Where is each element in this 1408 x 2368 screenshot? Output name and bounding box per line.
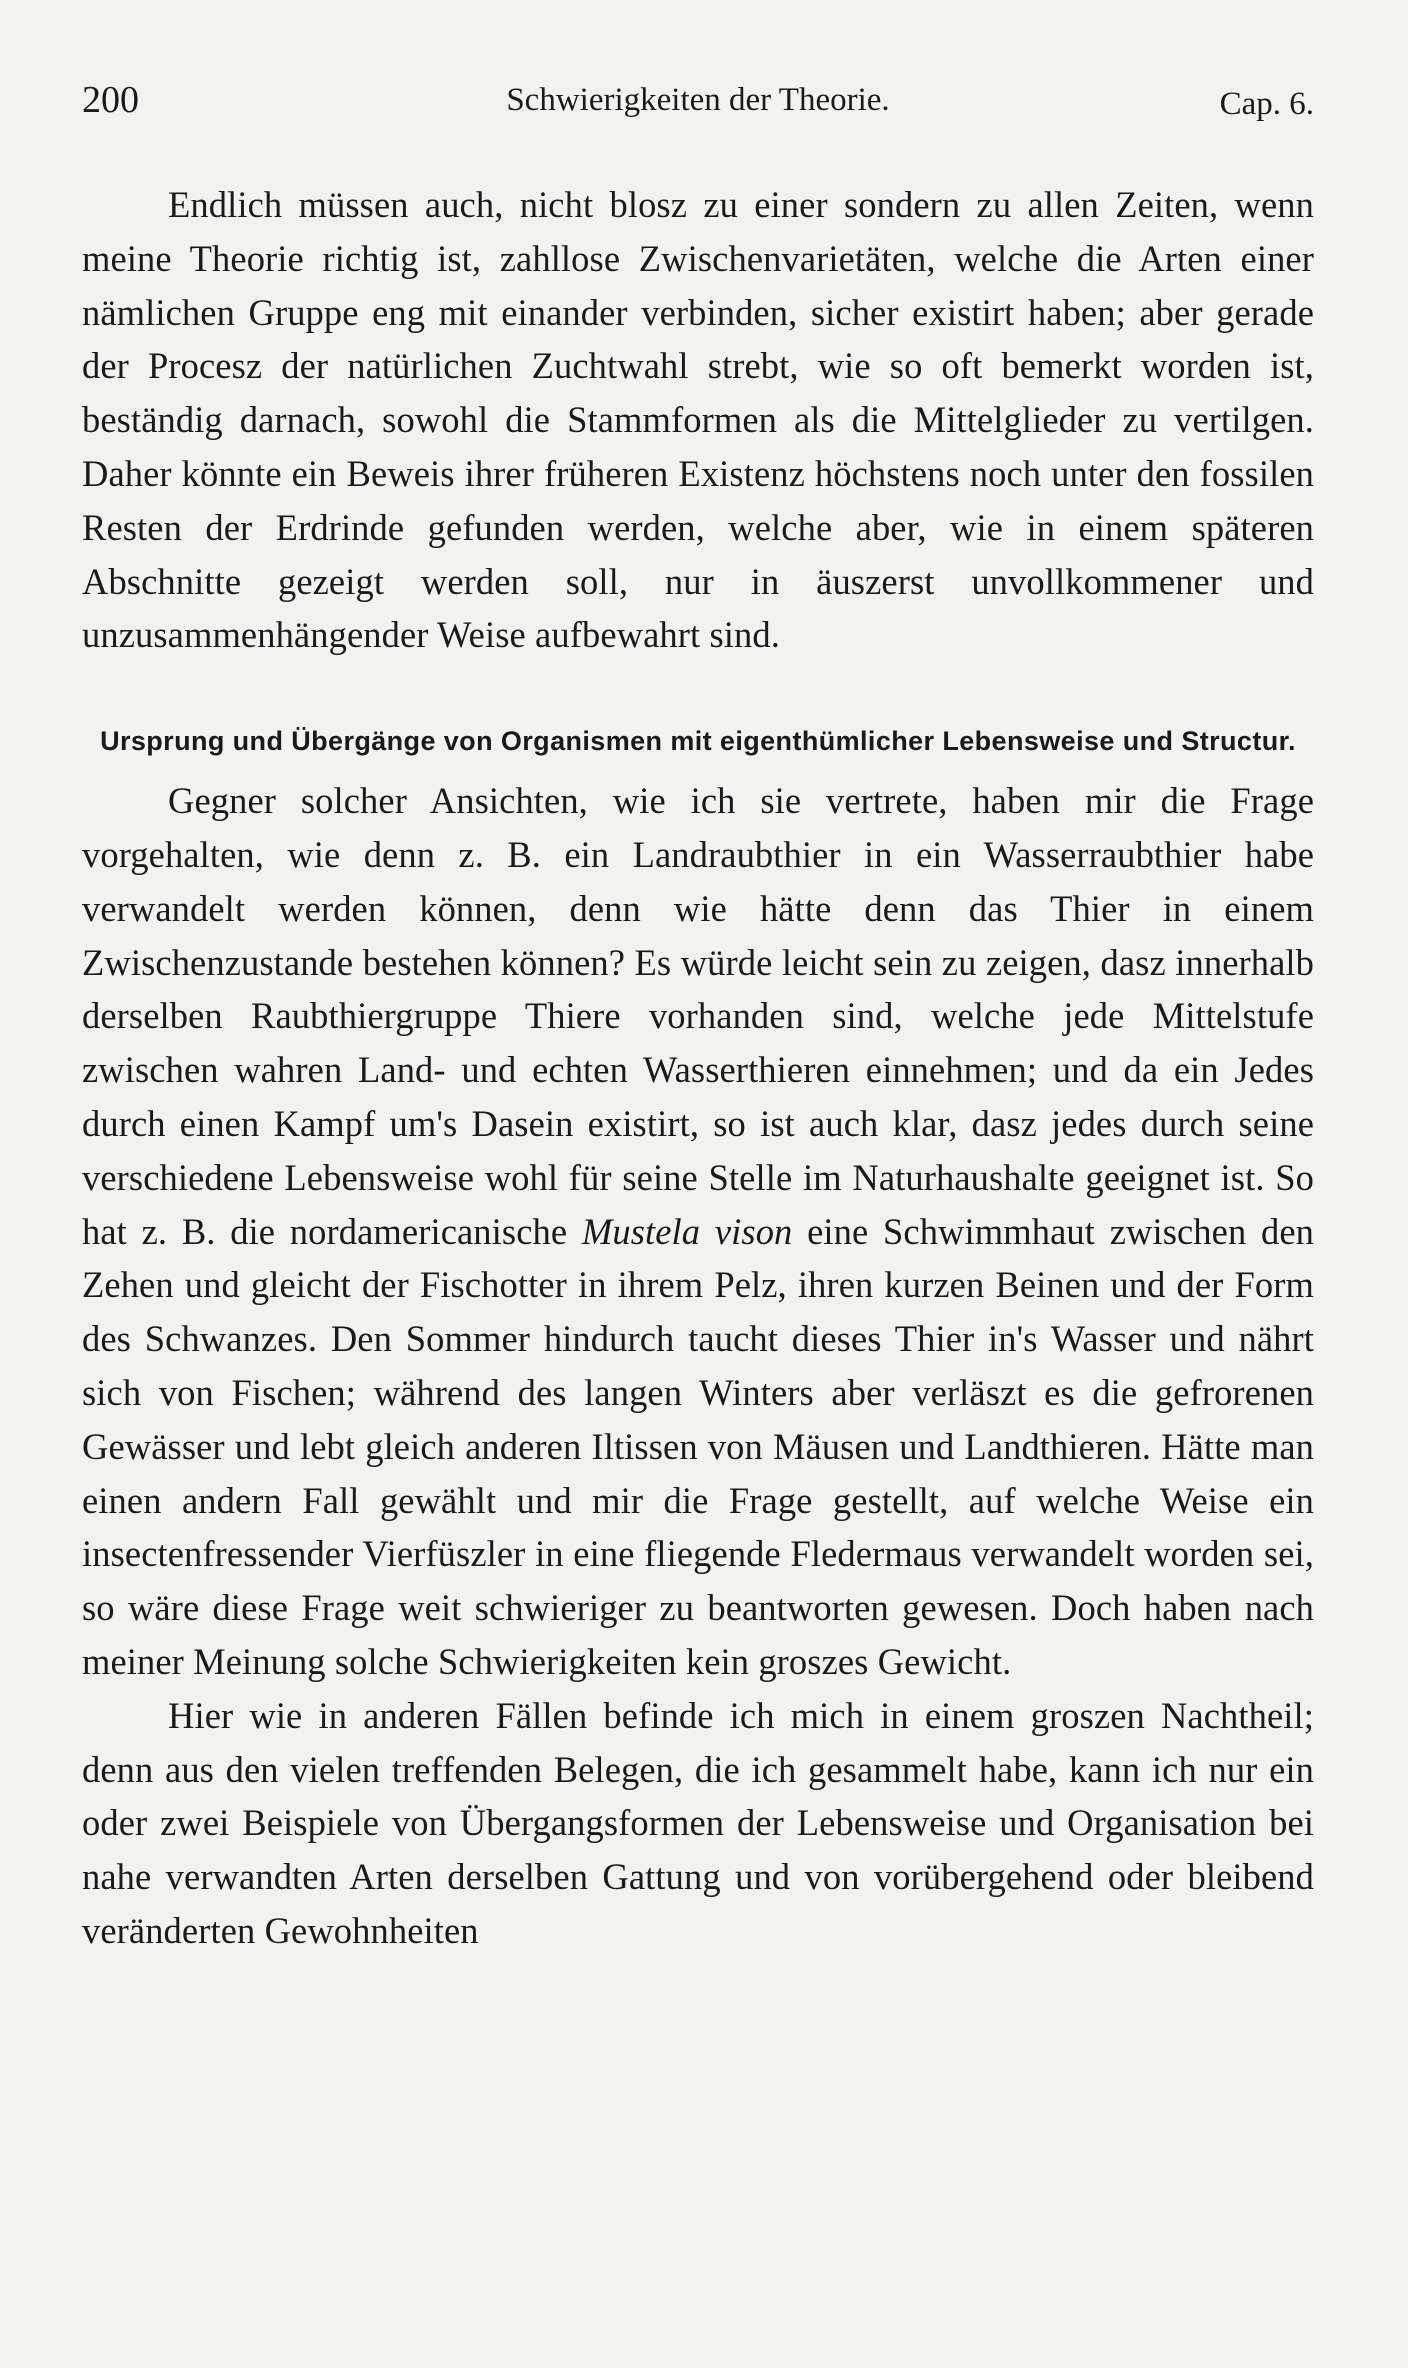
chapter-label: Cap. 6. [1219, 86, 1314, 122]
paragraph-2-text-a: Gegner solcher Ansichten, wie ich sie vertrete, haben mir die Frage vorgehalten, wie denn z. B. ein Landraubthier in ein Wasserraubthier habe verwandelt werden können, denn wie hätte denn das Thier in einem Zwischenzustande bestehen können? Es würde leicht sein zu zeigen, dasz innerhalb derselben Raubthiergruppe Thiere vorhanden sind, welche jede Mittelstufe zwischen wahren Land- und echten Wasserthieren einnehmen; und da ein Jedes durch einen Kampf um's Dasein existirt, so ist auch klar, dasz jedes durch seine verschiedene Lebensweise wohl für seine Stelle im Naturhaushalte geeignet ist. So hat z. B. die nordamericanische [82, 780, 1314, 1252]
running-head [82, 70, 1314, 130]
paragraph-2-text-b: eine Schwimmhaut zwischen den Zehen und gleicht der Fischotter in ihrem Pelz, ihren kurzen Beinen und der Form des Schwanzes. Den Sommer hindurch taucht dieses Thier in's Wasser und nährt sich von Fischen; während des langen Winters aber verläszt es die gefrorenen Gewässer und lebt gleich anderen Iltissen von Mäusen und Landthieren. Hätte man einen andern Fall gewählt und mir die Frage gestellt, auf welche Weise ein insectenfressender Vierfüszler in eine fliegende Fledermaus verwandelt worden sei, so wäre diese Frage weit schwieriger zu beantworten gewesen. Doch haben nach meiner Meinung solche Schwierigkeiten kein groszes Gewicht. [82, 1210, 1315, 1682]
running-title: Schwierigkeiten der Theorie. [506, 82, 890, 118]
section-heading: Ursprung und Übergänge von Organismen mit eigenthümlicher Lebensweise und Structur. [100, 726, 1296, 757]
species-name: Mustela vison [581, 1210, 793, 1252]
paragraph-1: Endlich müssen auch, nicht blosz zu einer sondern zu allen Zeiten, wenn meine Theorie richtig ist, zahllose Zwischenvarietäten, welche die Arten einer nämlichen Gruppe eng mit einander verbinden, sicher existirt haben; aber gerade der Procesz der natürlichen Zuchtwahl strebt, wie so oft bemerkt worden ist, beständig darnach, sowohl die Stammformen als die Mittelglieder zu vertilgen. Daher könnte ein Beweis ihrer früheren Existenz höchstens noch unter den fossilen Resten der Erdrinde gefunden werden, welche aber, wie in einem späteren Abschnitte gezeigt werden soll, nur in äuszerst unvollkommener und unzusammenhängender Weise aufbewahrt sind. [82, 184, 1314, 656]
paragraph-3: Hier wie in anderen Fällen befinde ich mich in einem groszen Nachtheil; denn aus den vielen treffenden Belegen, die ich gesammelt habe, kann ich nur ein oder zwei Beispiele von Übergangsformen der Lebensweise und Organisation bei nahe verwandten Arten derselben Gattung und von vorübergehend oder bleibend veränderten Gewohnheiten [82, 1694, 1314, 1951]
body-text [82, 178, 1314, 1958]
book-page [82, 70, 1314, 1958]
page-number: 200 [82, 79, 139, 121]
paragraph-2 [82, 774, 1314, 1689]
